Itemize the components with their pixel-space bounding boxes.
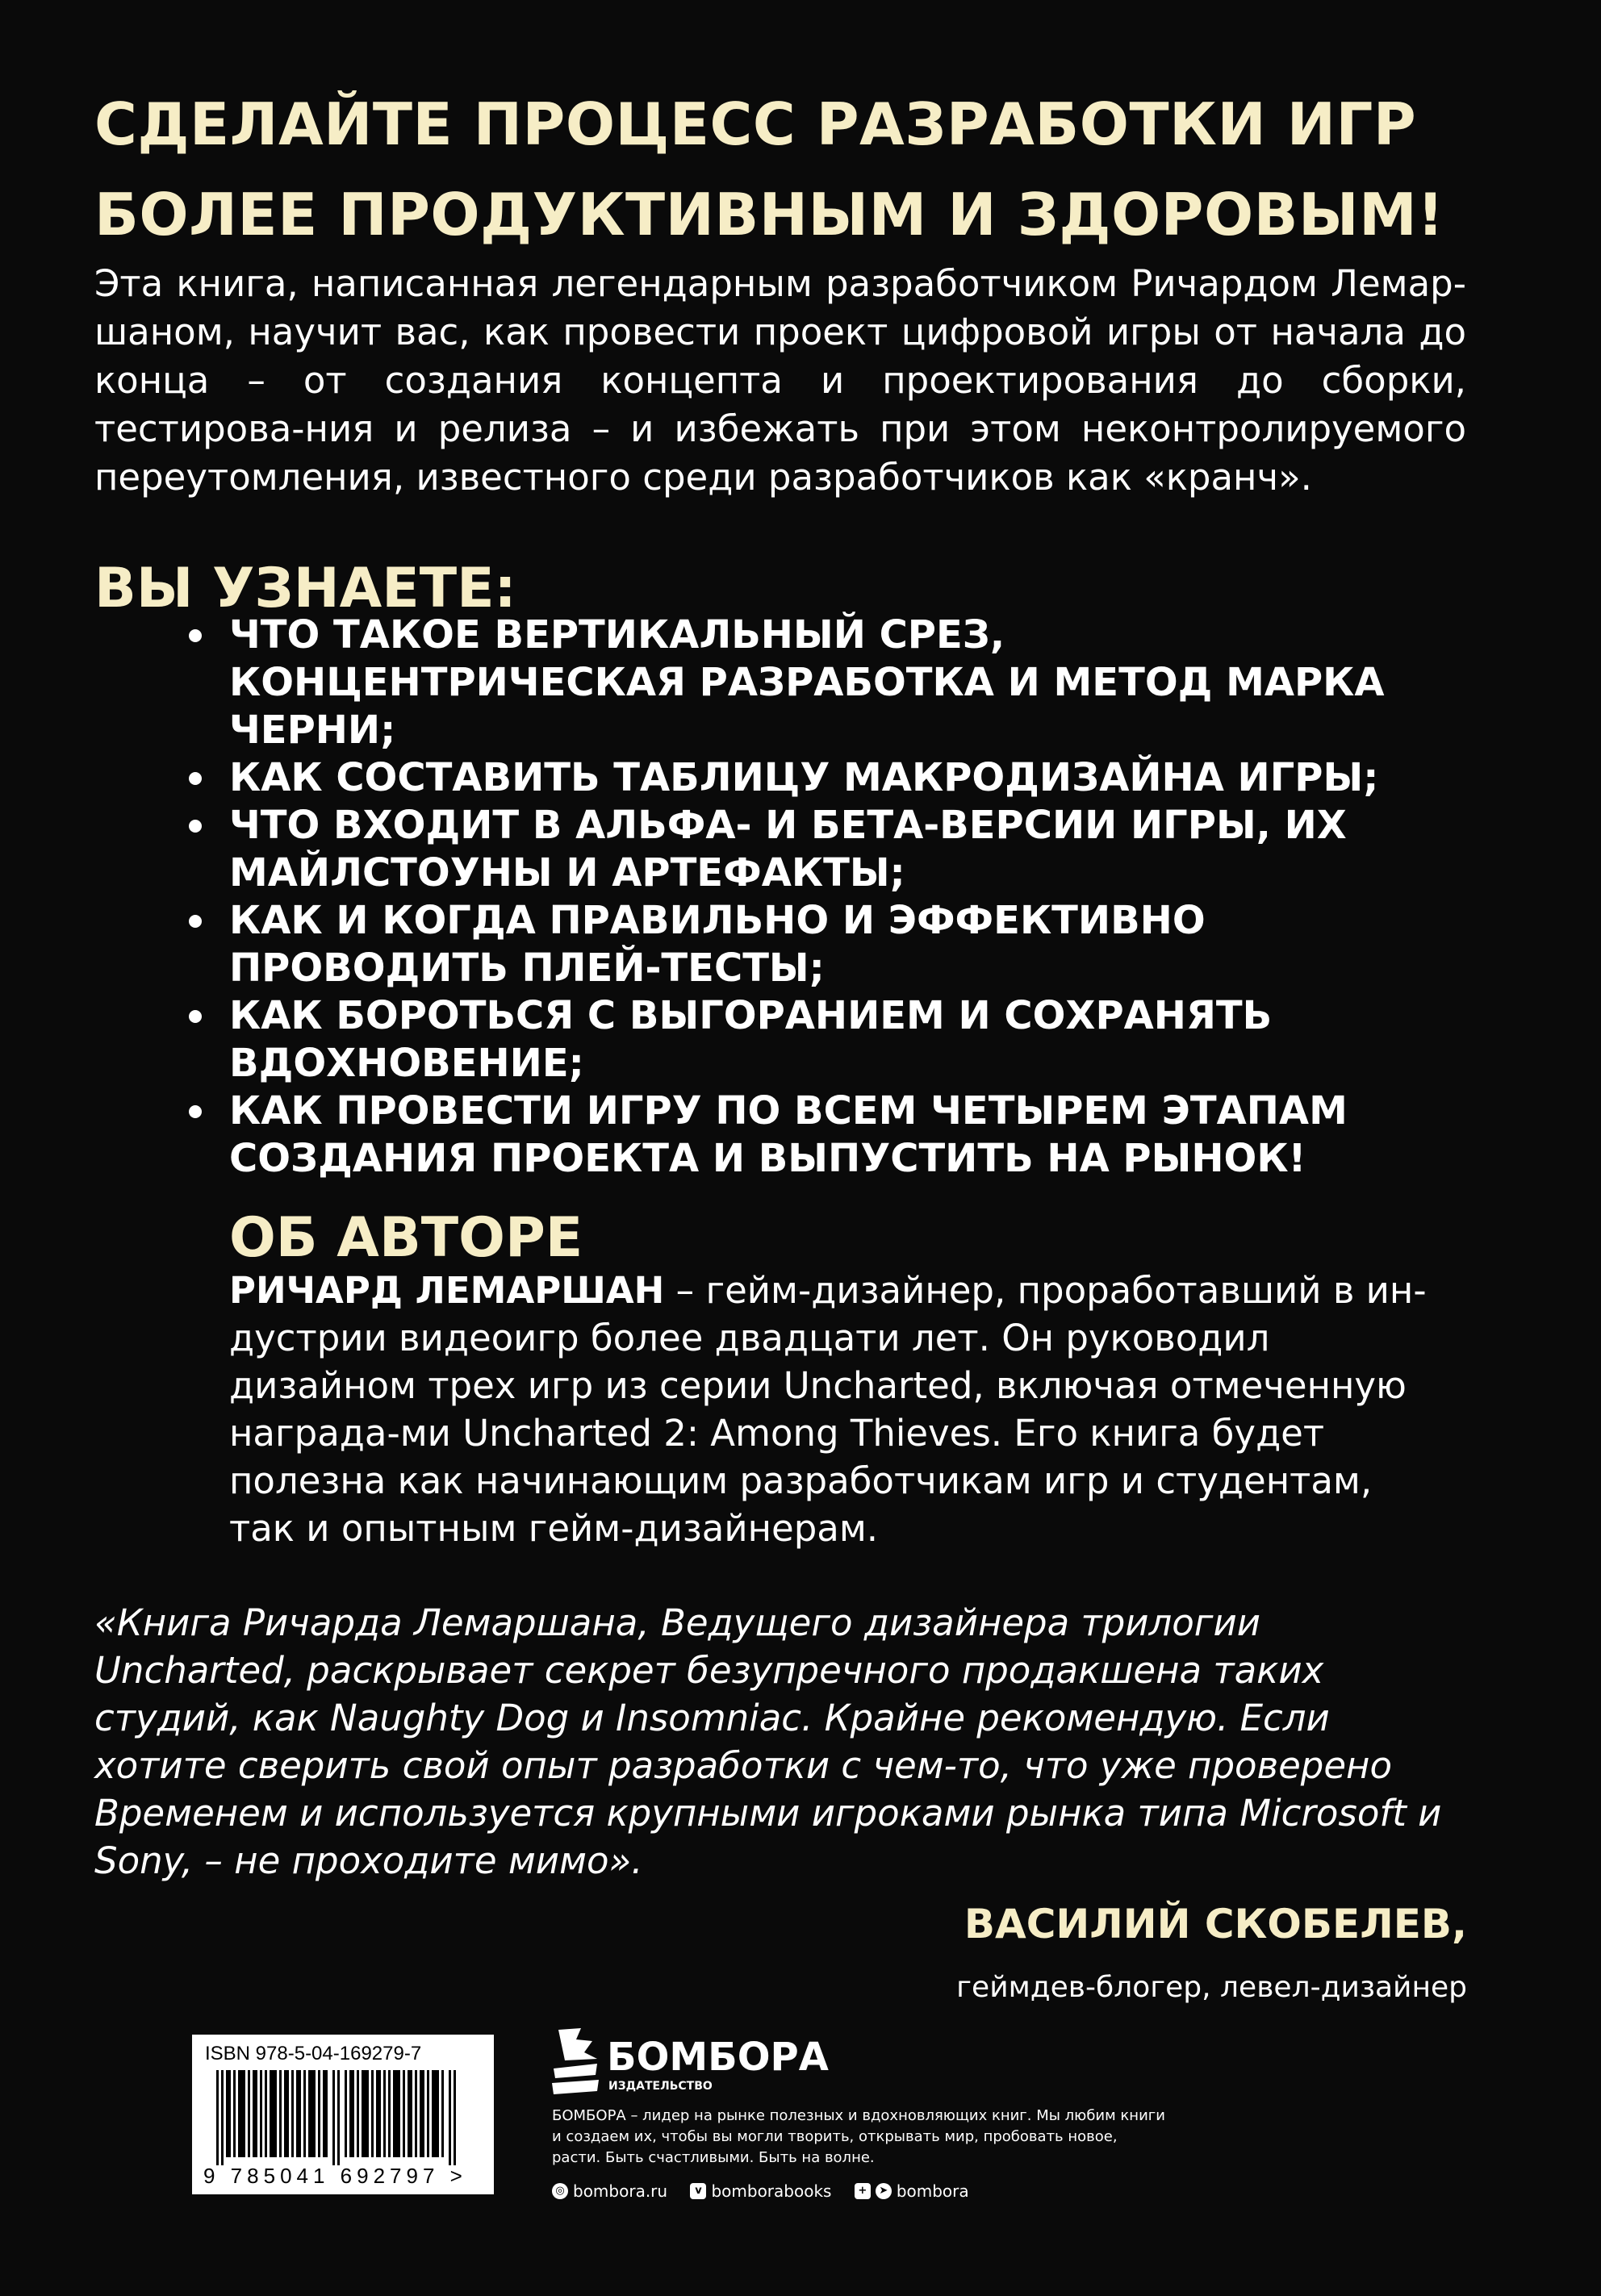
headline bbox=[94, 79, 1515, 260]
barcode bbox=[216, 2070, 474, 2165]
publisher-social-links bbox=[552, 2178, 987, 2201]
list-item: ЧТО ТАКОЕ ВЕРТИКАЛЬНЫЙ СРЕЗ, КОНЦЕНТРИЧЕСКАЯ РАЗРАБОТКА И МЕТОД МАРКА ЧЕРНИ; bbox=[187, 612, 1446, 754]
isbn-barcode-box bbox=[192, 2035, 494, 2194]
list-item: КАК И КОГДА ПРАВИЛЬНО И ЭФФЕКТИВНО ПРОВОДИТЬ ПЛЕЙ-ТЕСТЫ; bbox=[187, 897, 1446, 992]
vk-link-text: bomborabooks bbox=[711, 2181, 832, 2201]
headline-line-2: БОЛЕЕ ПРОДУКТИВНЫМ И ЗДОРОВЫМ! bbox=[94, 181, 1444, 248]
intro-paragraph: Эта книга, написанная легендарным разработчиком Ричардом Лемар-шаном, научит вас, как провести проект цифровой игры от начала до конца – от создания концепта и проектирования до сборки, тестирова-ния и релиза – и избежать при этом неконтролируемого переутомления, известного среди разработчиков как «кранч». bbox=[94, 262, 1466, 499]
list-item: ЧТО ВХОДИТ В АЛЬФА- И БЕТА-ВЕРСИИ ИГРЫ, ИХ МАЙЛСТОУНЫ И АРТЕФАКТЫ; bbox=[187, 802, 1446, 897]
site-link[interactable] bbox=[552, 2181, 667, 2201]
telegram-link-text: bombora bbox=[896, 2181, 969, 2201]
list-item: КАК ПРОВЕСТИ ИГРУ ПО ВСЕМ ЧЕТЫРЕМ ЭТАПАМ СОЗДАНИЯ ПРОЕКТА И ВЫПУСТИТЬ НА РЫНОК! bbox=[187, 1087, 1446, 1183]
publisher-logo bbox=[549, 2027, 829, 2101]
list-item: КАК БОРОТЬСЯ С ВЫГОРАНИЕМ И СОХРАНЯТЬ ВДОХНОВЕНИЕ; bbox=[187, 992, 1446, 1087]
author-title: ОБ АВТОРЕ bbox=[229, 1206, 583, 1270]
list-item: КАК СОСТАВИТЬ ТАБЛИЦУ МАКРОДИЗАЙНА ИГРЫ; bbox=[187, 754, 1446, 802]
author-bio bbox=[229, 1267, 1448, 1552]
learn-title: ВЫ УЗНАЕТЕ: bbox=[94, 557, 516, 620]
author-bio-text: – гейм-дизайнер, проработавший в ин-дустрии видеоигр более двадцати лет. Он руководил дизайном трех игр из серии Uncharted, включая отмеченную награда-ми Uncharted 2: Among Thieves. Его книга будет полезна как начинающим разработчикам игр и студентам, так и опытным гейм-дизайнерам. bbox=[229, 1269, 1427, 1550]
publisher-subtitle: ИЗДАТЕЛЬСТВО bbox=[608, 2080, 713, 2093]
site-link-text: bombora.ru bbox=[573, 2181, 668, 2201]
barcode-number: 9 785041 692797 > bbox=[203, 2164, 467, 2188]
telegram-link[interactable] bbox=[855, 2181, 969, 2201]
globe-icon: ◎ bbox=[552, 2183, 568, 2199]
publisher-description: БОМБОРА – лидер на рынке полезных и вдохновляющих книг. Мы любим книги и создаем их, чтобы вы могли творить, открывать мир, пробовать новое, расти. Быть счастливыми. Быть на волне. bbox=[552, 2107, 1165, 2166]
isbn-label: ISBN 978-5-04-169279-7 bbox=[205, 2043, 422, 2064]
quote-author-role: геймдев-блогер, левел-дизайнер bbox=[956, 1971, 1467, 2004]
plus-icon: + bbox=[855, 2183, 871, 2199]
author-name: РИЧАРД ЛЕМАРШАН bbox=[229, 1269, 665, 1312]
vk-icon: v bbox=[690, 2183, 706, 2199]
publisher-name: БОМБОРА bbox=[607, 2035, 829, 2080]
review-quote: «Книга Ричарда Лемаршана, Ведущего дизайнера трилогии Uncharted, раскрывает секрет безупречного продакшена таких студий, как Naughty Dog и Insomniac. Крайне рекомендую. Если хотите сверить свой опыт разработки с чем-то, что уже проверено Временем и используется крупными игроками рынка типа Microsoft и Sony, – не проходите мимо». bbox=[94, 1601, 1442, 1882]
barcode-bars bbox=[216, 2070, 456, 2165]
quote-author: ВАСИЛИЙ СКОБЕЛЕВ, bbox=[964, 1901, 1467, 1947]
headline-line-1: СДЕЛАЙТЕ ПРОЦЕСС РАЗРАБОТКИ ИГР bbox=[94, 90, 1417, 158]
vk-link[interactable] bbox=[690, 2181, 831, 2201]
telegram-icon: ➤ bbox=[876, 2183, 892, 2199]
bombora-logo-icon bbox=[549, 2027, 602, 2098]
learn-list bbox=[187, 612, 1446, 1183]
